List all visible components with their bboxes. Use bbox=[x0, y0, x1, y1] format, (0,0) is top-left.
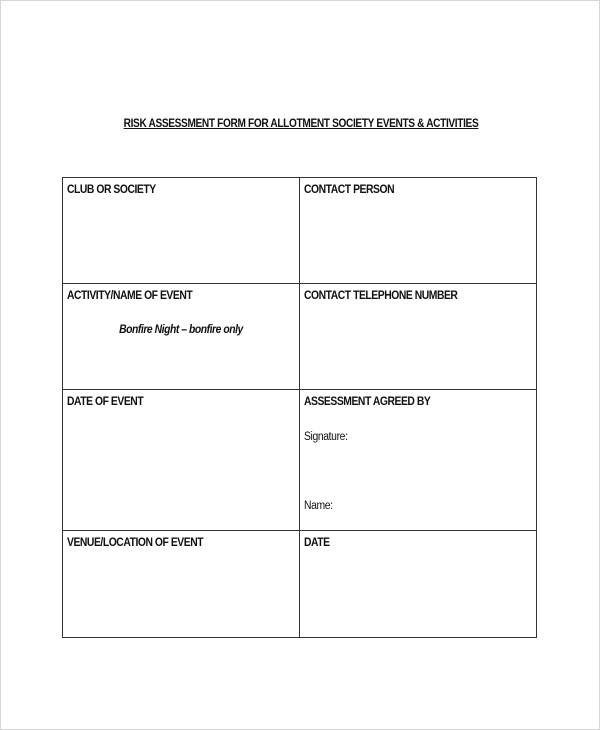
contact-person-label: CONTACT PERSON bbox=[304, 184, 395, 196]
date-of-event-label: DATE OF EVENT bbox=[67, 396, 144, 408]
club-or-society-label: CLUB OR SOCIETY bbox=[67, 184, 156, 196]
activity-name-cell[interactable] bbox=[63, 284, 300, 390]
form-row bbox=[63, 284, 537, 390]
form-row bbox=[63, 531, 537, 638]
activity-name-value: Bonfire Night – bonfire only bbox=[119, 324, 243, 336]
contact-telephone-label: CONTACT TELEPHONE NUMBER bbox=[304, 290, 458, 302]
assessment-agreed-by-label: ASSESSMENT AGREED BY bbox=[304, 396, 431, 408]
signature-field[interactable]: Signature: bbox=[304, 431, 348, 443]
activity-name-label: ACTIVITY/NAME OF EVENT bbox=[67, 290, 193, 302]
date-label: DATE bbox=[304, 537, 330, 549]
club-or-society-cell[interactable] bbox=[63, 178, 300, 284]
risk-assessment-form-table bbox=[62, 177, 537, 638]
date-cell[interactable] bbox=[300, 531, 537, 638]
venue-location-label: VENUE/LOCATION OF EVENT bbox=[67, 537, 204, 549]
venue-location-cell[interactable] bbox=[63, 531, 300, 638]
name-field[interactable]: Name: bbox=[304, 500, 333, 512]
contact-telephone-cell[interactable] bbox=[300, 284, 537, 390]
contact-person-cell[interactable] bbox=[300, 178, 537, 284]
form-row bbox=[63, 178, 537, 284]
assessment-agreed-by-cell bbox=[300, 390, 537, 531]
form-title: RISK ASSESSMENT FORM FOR ALLOTMENT SOCIETY EVENTS & ACTIVITIES bbox=[123, 118, 479, 130]
form-row bbox=[63, 390, 537, 531]
date-of-event-cell[interactable] bbox=[63, 390, 300, 531]
